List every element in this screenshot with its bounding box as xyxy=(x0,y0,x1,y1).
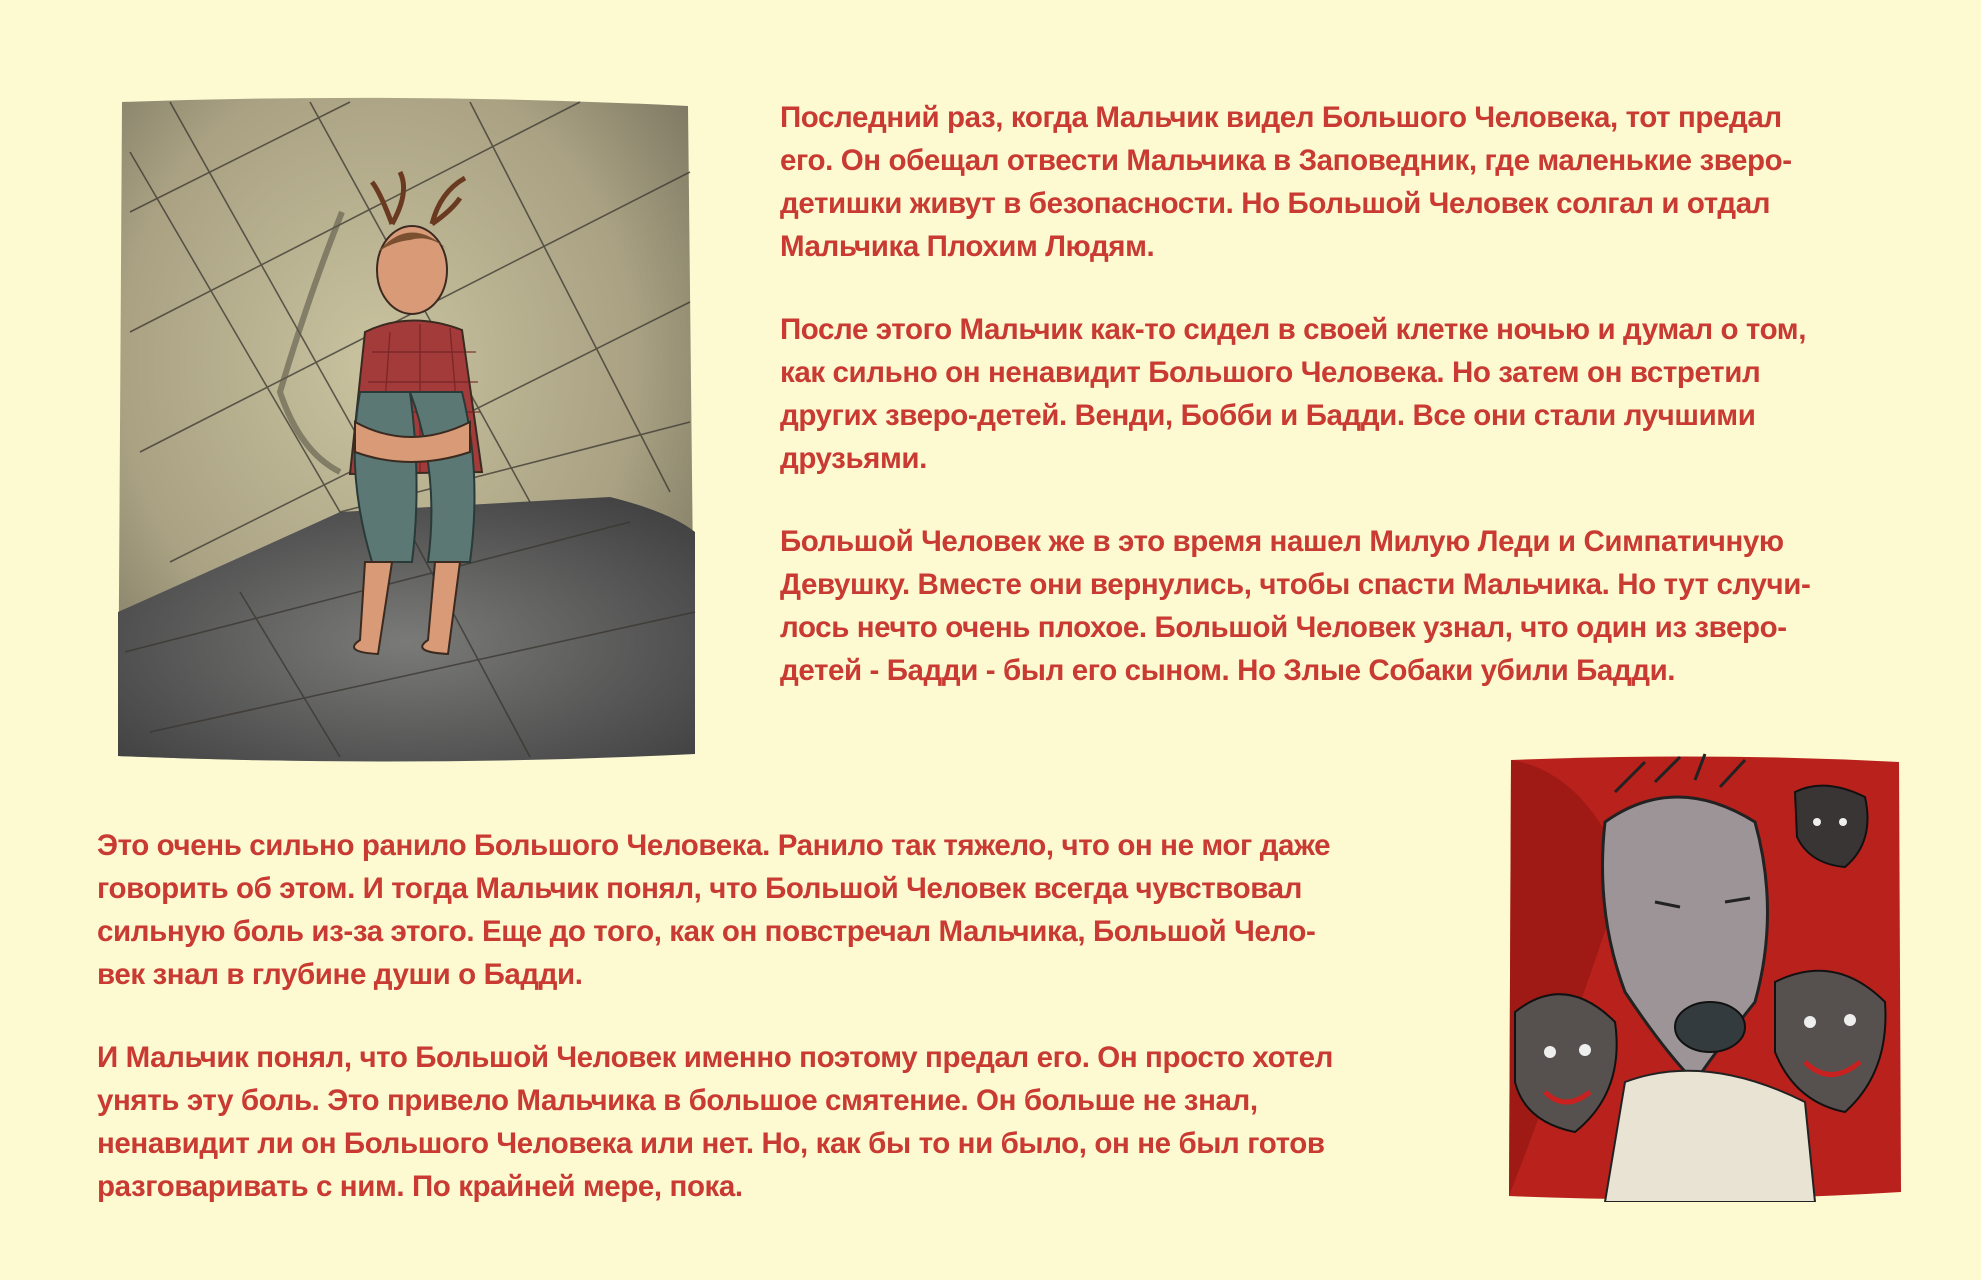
paragraph: Это очень сильно ранило Большого Человека. Ранило так тяжело, что он не мог даже говорить об этом. И тогда Мальчик понял, что Большой Человек всегда чувствовал сильную боль из-за этого. Еще до того, как он повстречал Мальчика, Большой Чело- век знал в глубине души о Бадди. xyxy=(97,829,1331,991)
paragraph: После этого Мальчик как-то сидел в своей клетке ночью и думал о том, как сильно он ненавидит Большого Человека. Но затем он встретил других зверо-детей. Венди, Бобби и Бадди. Все они стали лучшими друзьями. xyxy=(780,313,1807,475)
story-text-top xyxy=(780,96,1900,692)
paragraph: Большой Человек же в это время нашел Милую Леди и Симпатичную Девушку. Вместе они вернулись, чтобы спасти Мальчика. Но тут случи- лось нечто очень плохое. Большой Человек узнал, что один из зверо- детей - Бадди - был его сыном. Но Злые Собаки убили Бадди. xyxy=(780,525,1811,687)
paragraph: И Мальчик понял, что Большой Человек именно поэтому предал его. Он просто хотел унять эту боль. Это привело Мальчика в большое смятение. Он больше не знал, ненавидит ли он Большого Человека или нет. Но, как бы то ни было, он не был готов разговаривать с ним. По крайней мере, пока. xyxy=(97,1041,1333,1203)
paragraph: Последний раз, когда Мальчик видел Большого Человека, тот предал его. Он обещал отвести Мальчика в Заповедник, где маленькие зверо- детишки живут в безопасности. Но Большой Человек солгал и отдал Мальчика Плохим Людям. xyxy=(780,101,1792,263)
story-text-bottom xyxy=(97,824,1467,1208)
illustration-big-man-and-dogs xyxy=(1505,752,1905,1202)
illustration-boy-in-cage xyxy=(110,92,700,772)
